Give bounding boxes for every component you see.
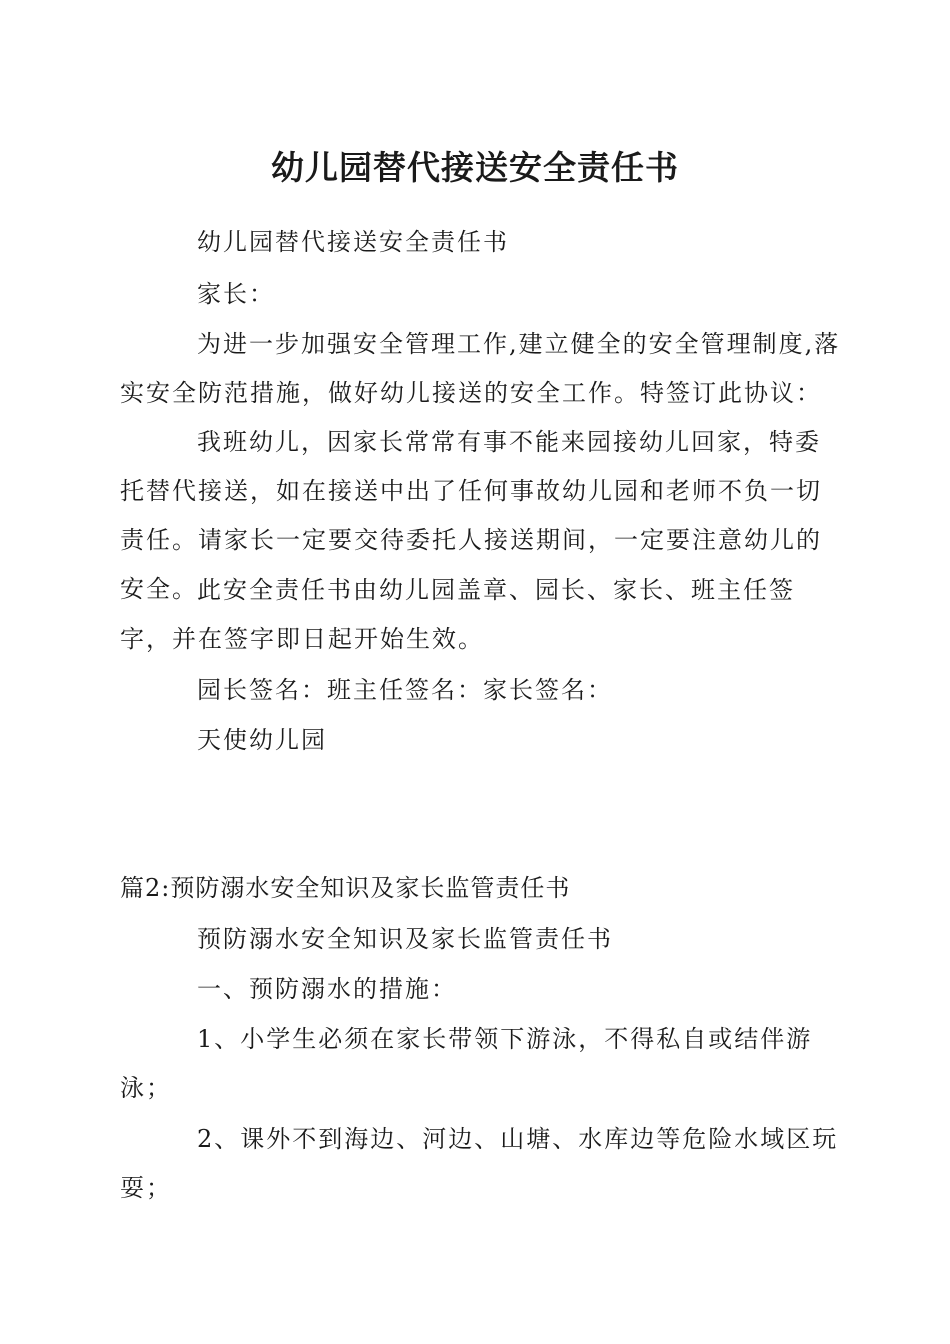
paragraph-signatures: 园长签名：班主任签名：家长签名： [197,676,613,704]
paragraph-subtitle: 幼儿园替代接送安全责任书 [197,228,509,256]
paragraph-salutation: 家长： [197,280,275,308]
paragraph-measure-2: 2、课外不到海边、河边、山塘、水库边等危险水域区玩耍； [120,1125,839,1202]
document-title: 幼儿园替代接送安全责任书 [271,148,679,187]
paragraph-effective: 此安全责任书由幼儿园盖章、园长、家长、班主任签字，并在签字即日起开始生效。 [120,576,795,653]
paragraph-section2-title: 预防溺水安全知识及家长监管责任书 [197,925,613,953]
paragraph-kindergarten-name: 天使幼儿园 [197,726,327,754]
paragraph-purpose: 为进一步加强安全管理工作,建立健全的安全管理制度,落实安全防范措施，做好幼儿接送的安全工作。特签订此协议： [120,330,841,407]
paragraph-measures-heading: 一、预防溺水的措施： [197,975,457,1003]
paragraph-entrust: 我班幼儿，因家长常常有事不能来园接幼儿回家，特委托替代接送，如在接送中出了任何事故幼儿园和老师不负一切责任。请家长一定要交待委托人接送期间，一定要注意幼儿的安全。 [120,428,822,603]
section-heading-2: 篇2:预防溺水安全知识及家长监管责任书 [120,874,571,902]
paragraph-measure-1: 1、小学生必须在家长带领下游泳，不得私自或结伴游泳； [120,1025,813,1102]
